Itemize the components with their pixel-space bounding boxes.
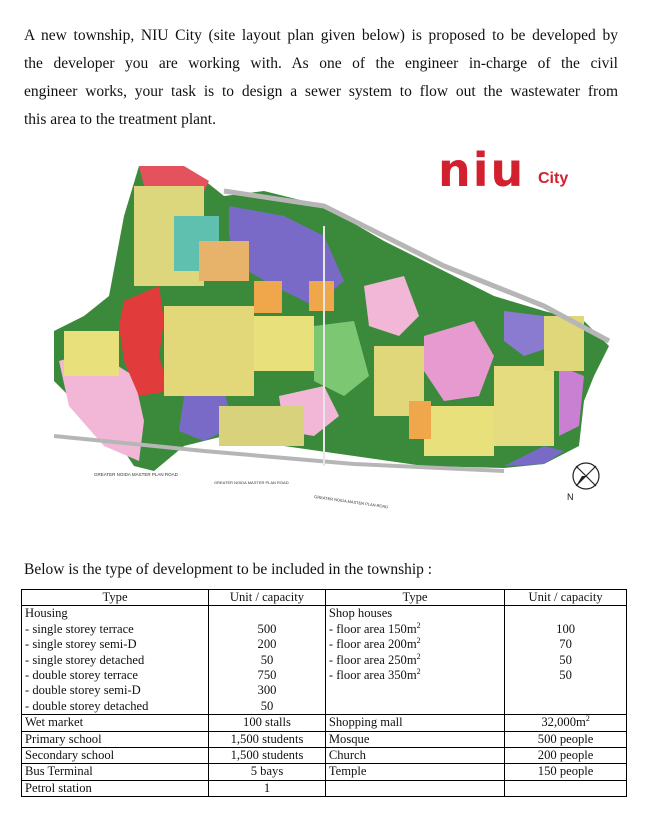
intro-line: engineer works, your task is to design a sewer system to flow out the wastewater from bbox=[24, 83, 618, 100]
road-label: GREATER NOIDA MASTER PLAN ROAD bbox=[313, 494, 389, 510]
development-table bbox=[21, 589, 627, 797]
cell-unit: 1 bbox=[209, 780, 326, 796]
cell-unit: 150 people bbox=[505, 764, 627, 780]
cell-unit: 5 bays bbox=[209, 764, 326, 780]
compass-icon bbox=[567, 463, 599, 502]
table-row bbox=[22, 731, 627, 747]
cell-unit: 100 stalls bbox=[209, 715, 326, 731]
cell-line: Shop houses bbox=[328, 606, 393, 621]
cell-line: - floor area $150m^2$ bbox=[328, 620, 421, 636]
cell-line: 50 bbox=[559, 652, 572, 667]
cell-line: 100 bbox=[556, 621, 576, 636]
cell-line: 50 bbox=[260, 698, 274, 713]
cell-line: - double storey detached bbox=[25, 698, 149, 713]
cell-line: 200 bbox=[257, 637, 277, 652]
site-layout-map bbox=[24, 146, 622, 526]
intro-paragraph bbox=[24, 22, 618, 134]
cell-line: 50 bbox=[260, 652, 274, 667]
header-type: Type bbox=[325, 590, 504, 606]
shophouse-types bbox=[325, 606, 504, 715]
cell-type: Temple bbox=[325, 764, 504, 780]
table-row bbox=[22, 748, 627, 764]
cell-unit: 500 people bbox=[505, 731, 627, 747]
logo-suffix: City bbox=[538, 170, 569, 187]
cell-line: 500 bbox=[257, 621, 277, 636]
cell-line: - floor area $200m^2$ bbox=[328, 636, 421, 652]
cell-line: 750 bbox=[257, 668, 277, 683]
cell-type: Secondary school bbox=[22, 748, 209, 764]
cell-line: - floor area $250m^2$ bbox=[328, 651, 421, 667]
housing-units bbox=[209, 606, 326, 715]
cell-type bbox=[325, 780, 504, 796]
road-label: GREATER NOIDA MASTER PLAN ROAD bbox=[214, 480, 289, 485]
cell-line: - double storey semi-D bbox=[25, 683, 141, 698]
cell-line: - double storey terrace bbox=[25, 668, 138, 683]
cell-type: Mosque bbox=[325, 731, 504, 747]
intro-line: this area to the treatment plant. bbox=[24, 111, 216, 128]
cell-unit bbox=[505, 780, 627, 796]
cell-type: Petrol station bbox=[22, 780, 209, 796]
table-row bbox=[22, 780, 627, 796]
logo-word: niu bbox=[438, 143, 526, 197]
road-label: GREATER NOIDA MASTER PLAN ROAD bbox=[94, 472, 178, 477]
shophouse-units bbox=[505, 606, 627, 715]
cell-unit: 1,500 students bbox=[209, 748, 326, 764]
cell-line: 300 bbox=[257, 683, 277, 698]
cell-unit: $32,000m^2$ bbox=[505, 715, 627, 731]
table-caption: Below is the type of development to be included in the township : bbox=[24, 561, 433, 578]
intro-line: the developer you are working with. As one of the engineer in-charge of the civil bbox=[24, 55, 618, 72]
cell-line: 70 bbox=[559, 637, 572, 652]
cell-type: Wet market bbox=[22, 715, 209, 731]
cell-type: Primary school bbox=[22, 731, 209, 747]
cell-line bbox=[508, 606, 623, 621]
cell-line: Housing bbox=[25, 606, 68, 621]
cell-line: 50 bbox=[559, 668, 572, 683]
compass-letter: N bbox=[567, 492, 574, 502]
cell-type: Bus Terminal bbox=[22, 764, 209, 780]
cell-line: - single storey semi-D bbox=[25, 637, 137, 652]
cell-line: - single storey detached bbox=[25, 652, 145, 667]
cell-line bbox=[212, 606, 322, 621]
header-unit: Unit / capacity bbox=[209, 590, 326, 606]
header-unit: Unit / capacity bbox=[505, 590, 627, 606]
table-row bbox=[22, 715, 627, 731]
niu-city-logo bbox=[438, 143, 569, 197]
header-type: Type bbox=[22, 590, 209, 606]
cell-type: Shopping mall bbox=[325, 715, 504, 731]
cell-unit: 1,500 students bbox=[209, 731, 326, 747]
cell-line: - floor area $350m^2$ bbox=[328, 666, 421, 683]
cell-line: - single storey terrace bbox=[25, 621, 134, 636]
table-row bbox=[22, 606, 627, 715]
cell-type: Church bbox=[325, 748, 504, 764]
table-row bbox=[22, 764, 627, 780]
table-header-row bbox=[22, 590, 627, 606]
housing-types bbox=[22, 606, 209, 715]
intro-line: A new township, NIU City (site layout plan given below) is proposed to be developed by bbox=[24, 27, 618, 44]
cell-unit: 200 people bbox=[505, 748, 627, 764]
